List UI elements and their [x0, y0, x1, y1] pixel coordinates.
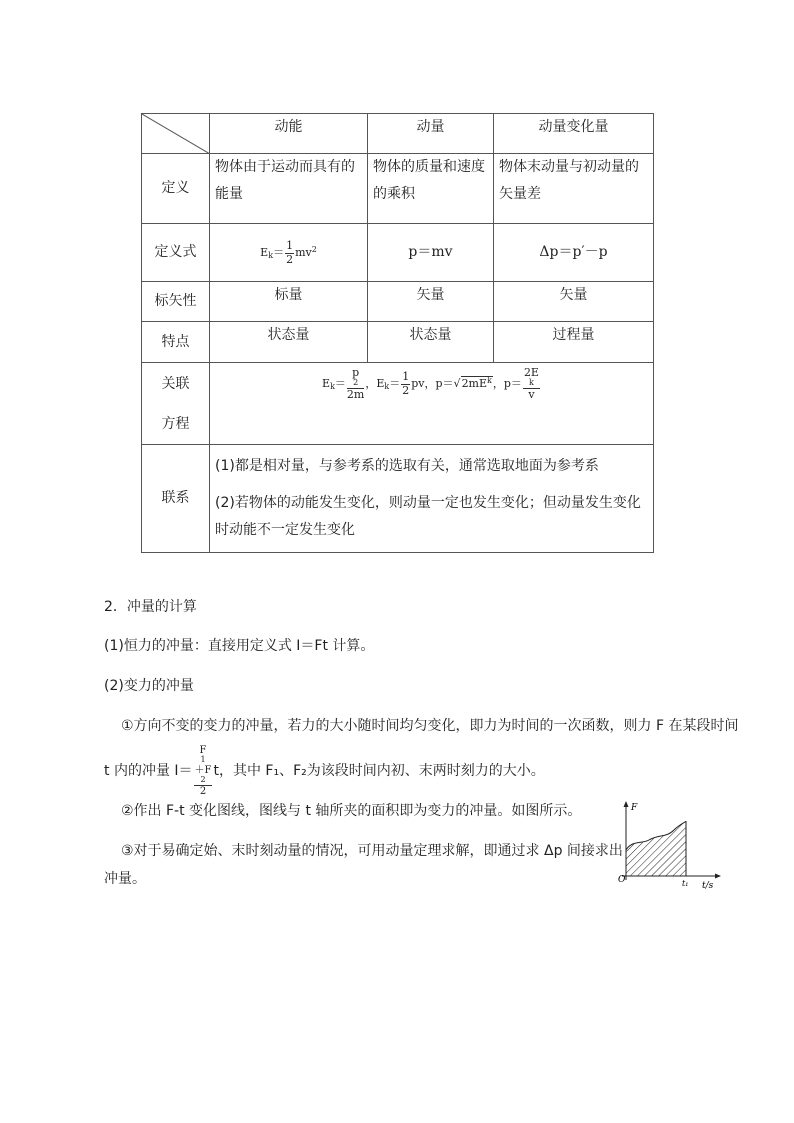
cell-formula-kinetic: $E_k=$ $\frac{1}{2}$ $mv^2$: [210, 224, 368, 282]
cell-definition-change: 物体末动量与初动量的矢量差: [494, 154, 654, 224]
impulse-area: [626, 821, 686, 876]
point3-line2: 冲量。: [104, 871, 146, 887]
x-axis-label: t/s: [702, 881, 714, 891]
y-axis-arrow: [624, 801, 629, 807]
cell-link: [210, 445, 654, 553]
cell-definition-kinetic: 物体由于运动而具有的能量: [210, 154, 368, 224]
y-axis-label: F: [631, 803, 638, 813]
point1-line1: ①方向不变的变力的冲量，若力的大小随时间均匀变化，即力为时间的一次函数，则力 F 在某段时间: [121, 718, 739, 734]
point3-line1: ③对于易确定始、末时刻动量的情况，可用动量定理求解，即通过求 Δp 间接求出: [121, 843, 623, 859]
cell-feature-kinetic: 状态量: [210, 322, 368, 363]
cell-relation-equations: $E_k=$ p 2 2m ，$E_k=$ $\frac{1}{2}$ pv，$p=√2mE^k$，p＝ 2E k v: [210, 363, 654, 445]
row-label-definition: 定义: [142, 154, 210, 224]
t1-label: t₁: [682, 879, 689, 888]
cell-definition-momentum: 物体的质量和速度的乘积: [368, 154, 494, 224]
cell-feature-change: 过程量: [494, 322, 654, 363]
header-momentum: 动量: [368, 114, 494, 154]
point2: ②作出 F-t 变化图线，图线与 t 轴所夹的面积即为变力的冲量。如图所示。: [121, 803, 582, 819]
diagonal-header-cell: [142, 114, 210, 154]
cell-formula-change: Δp＝p′－p: [494, 224, 654, 282]
cell-type-change: 矢量: [494, 282, 654, 322]
row-label-link: 联系: [142, 445, 210, 553]
point1-line2: t 内的冲量 I＝ F 1 ＋F 2 2 t，其中 F₁、F₂为该段时间内初、末两时刻力的大小。: [104, 745, 545, 797]
link-item-2-line1: (2)若物体的动能发生变化，则动量一定也发生变化；但动量发生变化: [215, 495, 641, 511]
section-heading: 2．冲量的计算: [104, 599, 197, 615]
header-kinetic-energy: 动能: [210, 114, 368, 154]
cell-type-momentum: 矢量: [368, 282, 494, 322]
row-label-feature: 特点: [142, 322, 210, 363]
comparison-table: [141, 113, 654, 553]
cell-type-kinetic: 标量: [210, 282, 368, 322]
x-axis-arrow: [715, 874, 721, 879]
relation-label-line2: 方程: [161, 415, 190, 432]
point1-suffix: t，其中 F₁、F₂为该段时间内初、末两时刻力的大小。: [213, 762, 545, 779]
relation-label-line1: 关联: [161, 375, 190, 392]
row-label-relation: [142, 363, 210, 445]
cell-feature-momentum: 状态量: [368, 322, 494, 363]
force-time-graph: [614, 800, 724, 896]
cell-formula-momentum: p＝mv: [368, 224, 494, 282]
row-label-type: 标矢性: [142, 282, 210, 322]
header-momentum-change: 动量变化量: [494, 114, 654, 154]
variable-force-impulse: (2)变力的冲量: [104, 678, 194, 694]
link-item-2-line2: 时动能不一定发生变化: [215, 522, 355, 538]
point1-prefix: t 内的冲量 I＝: [104, 762, 193, 779]
row-label-formula: 定义式: [142, 224, 210, 282]
link-item-1: (1)都是相对量，与参考系的选取有关，通常选取地面为参考系: [215, 458, 599, 474]
origin-label: O: [618, 875, 626, 885]
constant-force-impulse: (1)恒力的冲量：直接用定义式 I＝Ft 计算。: [104, 638, 375, 654]
